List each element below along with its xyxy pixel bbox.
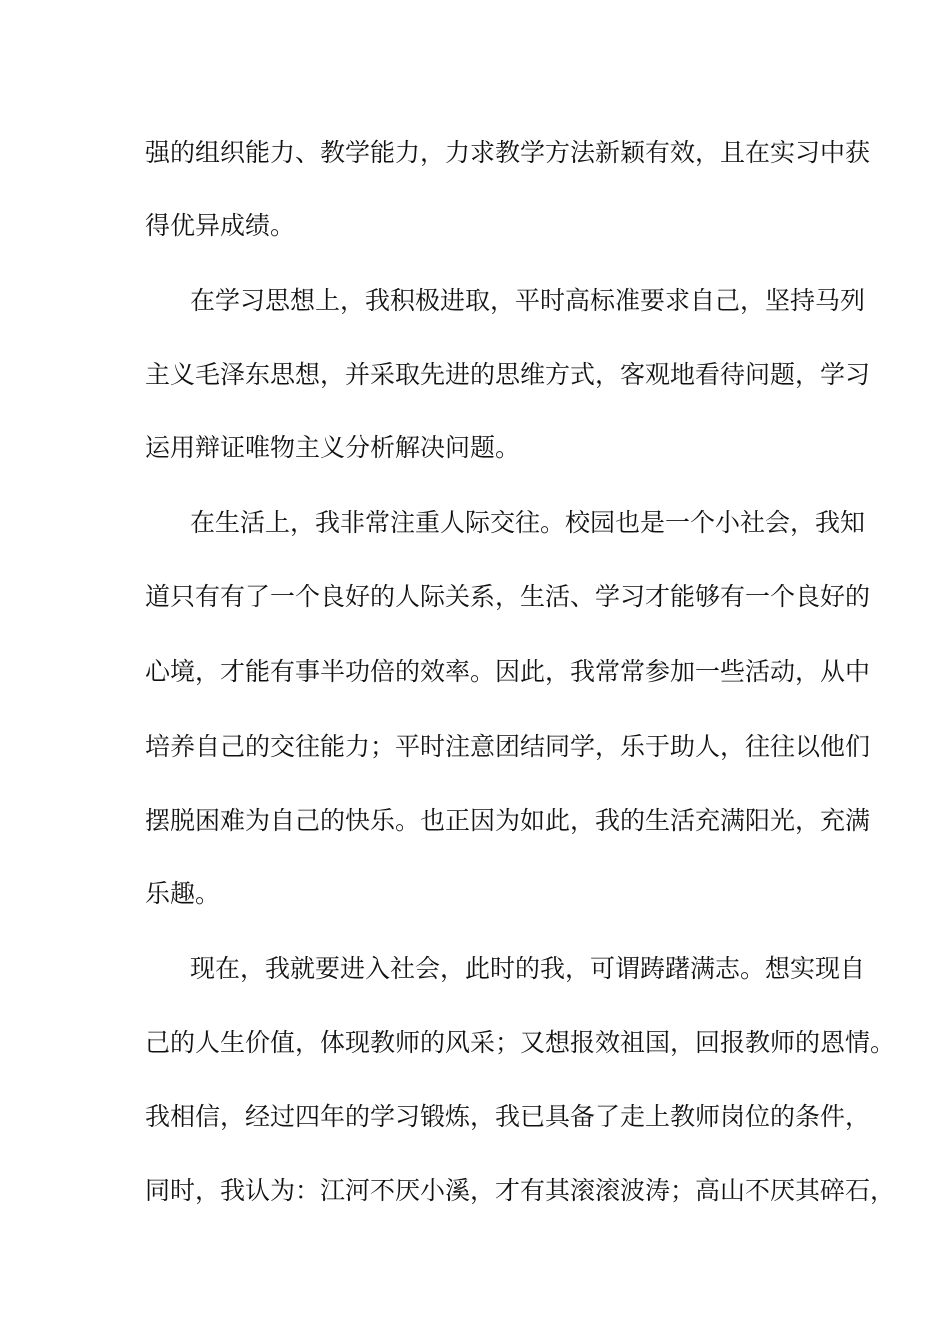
text-line-7: 道只有有了一个良好的人际关系，生活、学习才能够有一个良好的: [145, 582, 871, 611]
text-line-4: 主义毛泽东思想，并采取先进的思维方式，客观地看待问题，学习: [145, 360, 871, 389]
text-line-12: 现在，我就要进入社会，此时的我，可谓踌躇满志。想实现自: [190, 954, 866, 983]
text-line-8: 心境，才能有事半功倍的效率。因此，我常常参加一些活动，从中: [145, 657, 871, 686]
text-line-5: 运用辩证唯物主义分析解决问题。: [145, 433, 521, 462]
text-line-9: 培养自己的交往能力；平时注意团结同学，乐于助人，往往以他们: [145, 732, 871, 761]
text-line-1: 强的组织能力、教学能力，力求教学方法新颖有效，且在实习中获: [145, 138, 871, 167]
text-line-6: 在生活上，我非常注重人际交往。校园也是一个小社会，我知: [190, 508, 866, 537]
text-line-3: 在学习思想上，我积极进取，平时高标准要求自己，坚持马列: [190, 286, 866, 315]
text-line-10: 摆脱困难为自己的快乐。也正因为如此，我的生活充满阳光，充满: [145, 806, 871, 835]
text-line-14: 我相信，经过四年的学习锻炼，我已具备了走上教师岗位的条件，: [145, 1102, 871, 1131]
text-line-15: 同时，我认为：江河不厌小溪，才有其滚滚波涛；高山不厌其碎石，: [145, 1176, 896, 1205]
text-line-11: 乐趣。: [145, 879, 221, 908]
text-line-2: 得优异成绩。: [145, 211, 296, 240]
text-line-13: 己的人生价值，体现教师的风采；又想报效祖国，回报教师的恩情。: [145, 1028, 896, 1057]
